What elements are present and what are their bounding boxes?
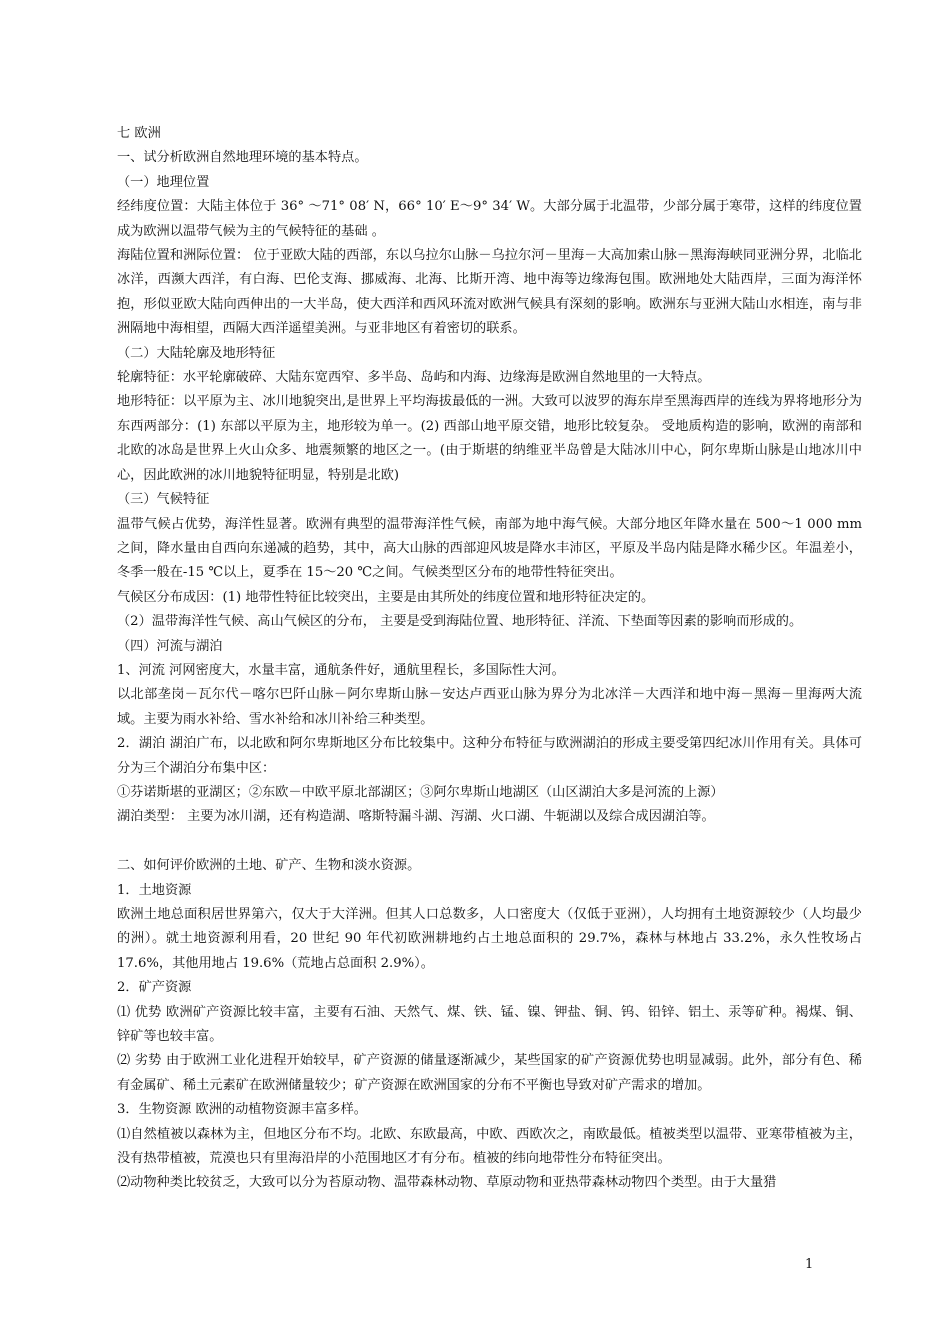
page-number: 1 bbox=[805, 1257, 814, 1272]
chapter-title: 七 欧洲 bbox=[117, 126, 161, 141]
blank-line bbox=[117, 830, 862, 854]
paragraph: ⑴ 优势 欧洲矿产资源比较丰富，主要有石油、天然气、煤、铁、锰、镍、钾盐、铜、钨、铅锌、铝土、汞等矿种。褐煤、铜、锌矿等也较丰富。 bbox=[117, 1004, 862, 1045]
paragraph: 地形特征：以平原为主、冰川地貌突出,是世界上平均海拔最低的一洲。大致可以波罗的海东岸至黑海西岸的连线为界将地形分为东西两部分：(1) 东部以平原为主，地形较为单一。(2) 西部山地平原交错，地形比较复杂。 受地质构造的影响，欧洲的南部和北欧的冰岛是世界上火山众多、地震频繁的地区之一。(由于斯堪的纳维亚半岛曾是大陆冰川中心，阿尔卑斯山脉是山地冰川中心，因此欧洲的冰川地貌特征明显，特别是北欧) bbox=[117, 394, 862, 483]
question-heading: 二、如何评价欧洲的土地、矿产、生物和淡水资源。 bbox=[117, 858, 421, 874]
section-heading: （四）河流与湖泊 bbox=[117, 638, 223, 654]
question-heading: 一、试分析欧洲自然地理环境的基本特点。 bbox=[117, 150, 368, 166]
paragraph: 1、河流 河网密度大，水量丰富，通航条件好，通航里程长，多国际性大河。 bbox=[117, 662, 565, 678]
paragraph: 海陆位置和洲际位置： 位于亚欧大陆的西部，东以乌拉尔山脉－乌拉尔河－里海－大高加索山脉－黑海海峡同亚洲分界，北临北冰洋，西濒大西洋，有白海、巴伦支海、挪威海、北海、比斯开湾、地中海等边缘海包围。欧洲地处大陆西岸，三面为海洋怀抱，形似亚欧大陆向西伸出的一大半岛，使大西洋和西风环流对欧洲气候具有深刻的影响。欧洲东与亚洲大陆山水相连，南与非洲隔地中海相望，西隔大西洋遥望美洲。与亚非地区有着密切的联系。 bbox=[117, 248, 862, 337]
paragraph: ⑵ 劣势 由于欧洲工业化进程开始较早，矿产资源的储量逐渐减少，某些国家的矿产资源优势也明显减弱。此外，部分有色、稀有金属矿、稀土元素矿在欧洲储量较少；矿产资源在欧洲国家的分布不平衡也导致对矿产需求的增加。 bbox=[117, 1053, 862, 1093]
paragraph: 经纬度位置：大陆主体位于 36° ～71° 08′ N，66° 10′ E～9° 34′ W。大部分属于北温带，少部分属于寒带，这样的纬度位置成为欧洲以温带气候为主的气候特征的基础 。 bbox=[117, 199, 862, 239]
section-heading: （三）气候特征 bbox=[117, 492, 210, 508]
section-heading: 2．矿产资源 bbox=[117, 980, 192, 996]
paragraph: 欧洲土地总面积居世界第六，仅大于大洋洲。但其人口总数多，人口密度大（仅低于亚洲），人均拥有土地资源较少（人均最少的洲）。就土地资源利用看，20 世纪 90 年代初欧洲耕地约占土地总面积的 29.7%，森林与林地占 33.2%，永久性牧场占 17.6%，其他用地占 19.6%（荒地占总面积 2.9%）。 bbox=[117, 906, 862, 971]
paragraph: ①芬诺斯堪的亚湖区；②东欧－中欧平原北部湖区；③阿尔卑斯山地湖区（山区湖泊大多是河流的上源） bbox=[117, 784, 724, 800]
paragraph: 2．湖泊 湖泊广布，以北欧和阿尔卑斯地区分布比较集中。这种分布特征与欧洲湖泊的形成主要受第四纪冰川作用有关。具体可分为三个湖泊分布集中区： bbox=[117, 736, 862, 776]
paragraph: 轮廓特征：水平轮廓破碎、大陆东宽西窄、多半岛、岛屿和内海、边缘海是欧洲自然地里的一大特点。 bbox=[117, 370, 711, 386]
section-heading: （二）大陆轮廓及地形特征 bbox=[117, 345, 276, 361]
paragraph: ⑴自然植被以森林为主，但地区分布不均。北欧、东欧最高，中欧、西欧次之，南欧最低。植被类型以温带、亚寒带植被为主，没有热带植被，荒漠也只有里海沿岸的小范围地区才有分布。植被的纬向地带性分布特征突出。 bbox=[117, 1126, 862, 1167]
paragraph: 湖泊类型： 主要为冰川湖，还有构造湖、喀斯特漏斗湖、泻湖、火口湖、牛轭湖以及综合成因湖泊等。 bbox=[117, 809, 715, 825]
section-heading: 1．土地资源 bbox=[117, 882, 192, 898]
paragraph: 气候区分布成因：(1) 地带性特征比较突出，主要是由其所处的纬度位置和地形特征决定的。 bbox=[117, 589, 655, 605]
paragraph: 以北部垄岗－瓦尔代－喀尔巴阡山脉－阿尔卑斯山脉－安达卢西亚山脉为界分为北冰洋－大西洋和地中海－黑海－里海两大流域。主要为雨水补给、雪水补给和冰川补给三种类型。 bbox=[117, 687, 862, 727]
section-heading: 3．生物资源 欧洲的动植物资源丰富多样。 bbox=[117, 1102, 367, 1118]
paragraph: （2）温带海洋性气候、高山气候区的分布， 主要是受到海陆位置、地形特征、洋流、下垫面等因素的影响而形成的。 bbox=[117, 614, 803, 630]
document-body bbox=[117, 122, 862, 1196]
section-heading: （一）地理位置 bbox=[117, 174, 210, 190]
paragraph: ⑵动物种类比较贫乏，大致可以分为苔原动物、温带森林动物、草原动物和亚热带森林动物四个类型。由于大量猎 bbox=[117, 1175, 777, 1191]
paragraph: 温带气候占优势，海洋性显著。欧洲有典型的温带海洋性气候，南部为地中海气候。大部分地区年降水量在 500～1 000 mm 之间，降水量由自西向东递减的趋势，其中，高大山脉的西部迎风坡是降水丰沛区，平原及半岛内陆是降水稀少区。年温差小，冬季一般在-15 ℃以上，夏季在 15～20 ℃之间。气候类型区分布的地带性特征突出。 bbox=[117, 516, 862, 581]
